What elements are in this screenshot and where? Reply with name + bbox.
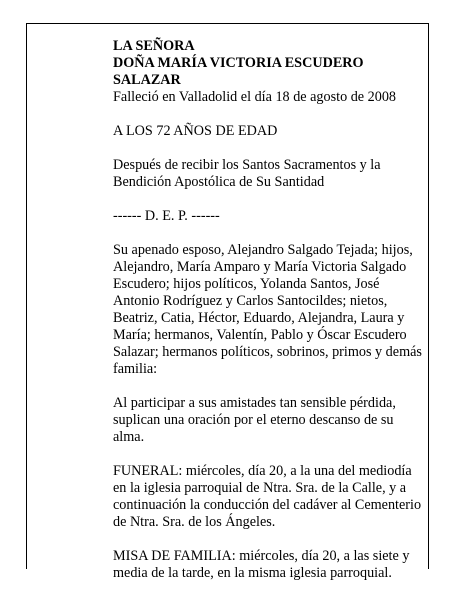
funeral-paragraph: FUNERAL: miércoles, día 20, a la una del mediodía en la iglesia parroquial de Ntra. Sra. de la Calle, y a continuación la conducción del cadáver al Cementerio de Ntra. Sra. de los Ángeles. [113, 463, 422, 530]
death-line: Falleció en Valladolid el día 18 de agosto de 2008 [113, 89, 397, 105]
rip-line: ------ D. E. P. ------ [113, 208, 220, 224]
family-paragraph: Su apenado esposo, Alejandro Salgado Tejada; hijos, Alejandro, María Amparo y María Victoria Salgado Escudero; hijos políticos, Yolanda Santos, José Antonio Rodríguez y Carlos Santocildes; nietos, Beatriz, Catia, Héctor, Eduardo, Alejandra, Laura y María; hermanos, Valentín, Pablo y Óscar Escudero Salazar; hermanos políticos, sobrinos, primos y demás familia: [113, 242, 422, 377]
age-line: A LOS 72 AÑOS DE EDAD [113, 123, 278, 139]
title-line-2: DOÑA MARÍA VICTORIA ESCUDERO [113, 55, 364, 71]
title-line-1: LA SEÑORA [113, 38, 195, 54]
sacraments-paragraph: Después de recibir los Santos Sacramentos y la Bendición Apostólica de Su Santidad [113, 157, 381, 190]
obituary-notice [113, 38, 425, 599]
title-line-3: SALAZAR [113, 72, 181, 88]
mass-paragraph: MISA DE FAMILIA: miércoles, día 20, a las siete y media de la tarde, en la misma iglesia parroquial. [113, 548, 410, 581]
request-paragraph: Al participar a sus amistades tan sensible pérdida, suplican una oración por el eterno descanso de su alma. [113, 395, 396, 445]
